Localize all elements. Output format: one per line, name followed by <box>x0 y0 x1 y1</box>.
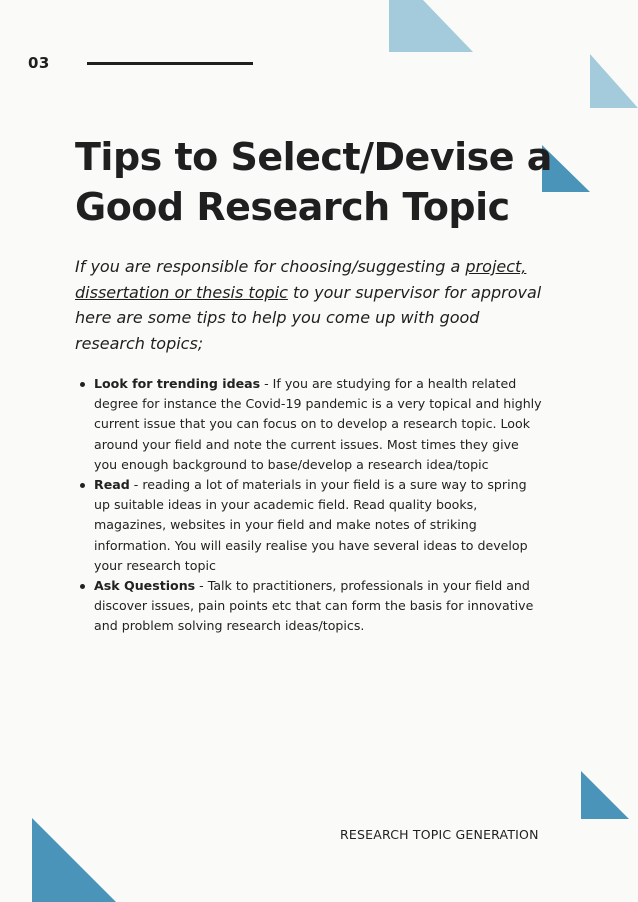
top-triangle-decoration <box>389 0 473 52</box>
tip-term: Read <box>94 477 130 493</box>
tip-item-read <box>75 475 545 576</box>
intro-paragraph <box>75 254 545 356</box>
lower-right-triangle-decoration <box>581 771 629 819</box>
topic-link[interactable]: project, dissertation or thesis topic <box>75 257 527 302</box>
tip-term: Look for trending ideas <box>94 376 261 391</box>
tip-term: Ask Questions <box>94 578 196 594</box>
upper-right-triangle-decoration <box>590 54 638 108</box>
page-title <box>75 132 555 232</box>
tip-text: - If you are studying for a health related degree for instance the Covid-19 pandemic is a very topical and highly current issue that you can focus on to develop a research topic. Look around your field and note the current issues. Most times they give you enough background to base/develop a research idea/topic <box>94 376 542 472</box>
bottom-left-triangle-decoration <box>32 818 116 902</box>
tip-item-ask-questions <box>75 576 545 637</box>
title-line-1: Tips to Select/Devise a <box>75 135 552 179</box>
tip-text: - Talk to practitioners, professionals in your field and discover issues, pain points etc that can form the basis for innovative and problem solving research ideas/topics. <box>94 578 534 634</box>
footer-label: RESEARCH TOPIC GENERATION <box>340 827 539 842</box>
page-number: 03 <box>28 54 50 72</box>
title-line-2: Good Research Topic <box>75 185 510 229</box>
tip-text: - reading a lot of materials in your field is a sure way to spring up suitable ideas in your academic field. Read quality books, magazines, websites in your field and make notes of striking information. You will easily realise you have several ideas to develop your research topic <box>94 477 528 573</box>
tips-list <box>75 374 545 637</box>
tip-item-trending <box>75 374 545 475</box>
header-divider <box>87 62 253 65</box>
intro-text-end: to your supervisor for approval here are some tips to help you come up with good research topics; <box>75 282 542 353</box>
intro-text-start: If you are responsible for choosing/suggesting a <box>75 257 466 276</box>
